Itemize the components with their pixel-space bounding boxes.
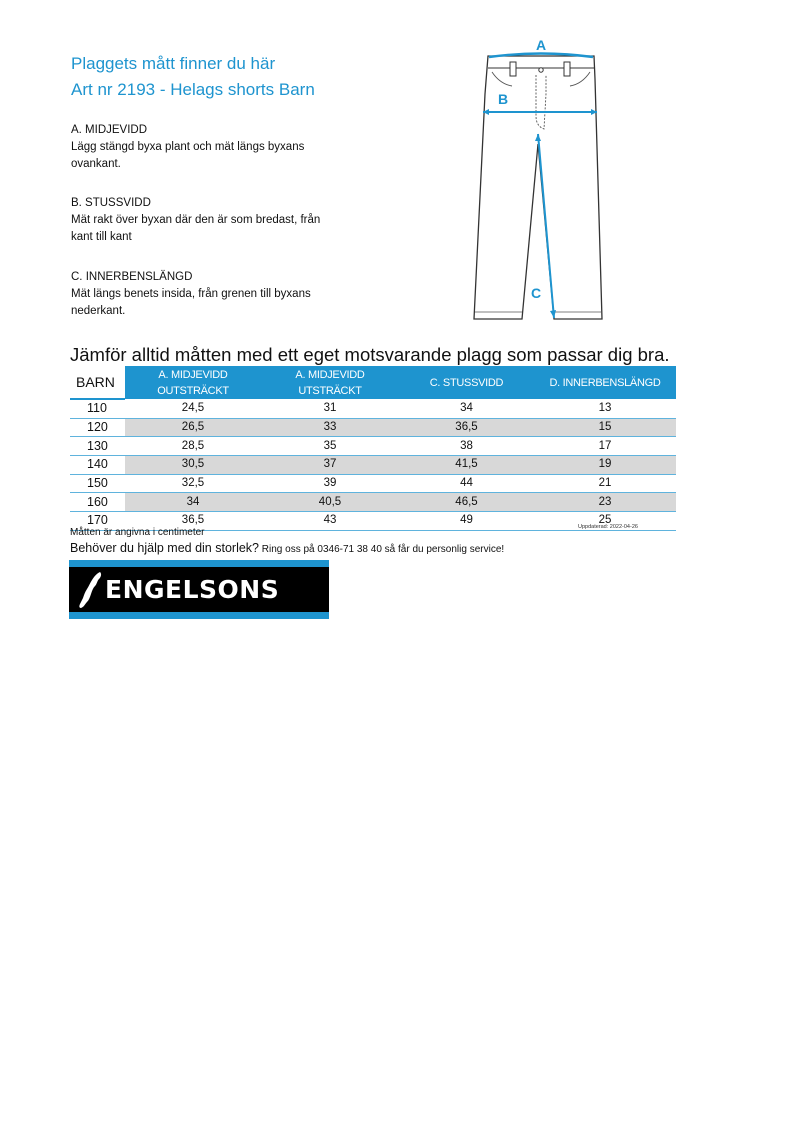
unit-note: Måtten är angivna i centimeter <box>70 527 205 538</box>
table-row <box>70 493 676 512</box>
section-waist <box>71 122 341 173</box>
table-cell: 28,5 <box>125 437 261 456</box>
table-row <box>70 474 676 493</box>
table-header-row <box>70 366 676 399</box>
table-cell: 40,5 <box>261 493 399 512</box>
section-heading: C. INNERBENSLÄNGD <box>71 271 193 283</box>
section-hip <box>71 195 341 246</box>
page-title: Plaggets mått finner du här <box>71 54 276 73</box>
column-header-size: BARN <box>70 366 125 399</box>
belt-loop <box>510 62 516 76</box>
table-row <box>70 456 676 475</box>
table-row <box>70 418 676 437</box>
column-header-waist-stretched: A. MIDJEVIDD UTSTRÄCKT <box>261 366 399 399</box>
table-cell: 43 <box>261 512 399 531</box>
table-cell: 34 <box>399 399 534 418</box>
column-header-hip: C. STUSSVIDD <box>399 366 534 399</box>
table-cell: 41,5 <box>399 456 534 475</box>
section-heading: B. STUSSVIDD <box>71 197 151 209</box>
size-cell: 130 <box>70 437 125 456</box>
updated-date: Uppdaterad: 2022-04-26 <box>578 524 638 530</box>
section-text: Lägg stängd byxa plant och mät längs byxans ovankant. <box>71 141 305 170</box>
compare-note: Jämför alltid måtten med ett eget motsvarande plagg som passar dig bra. <box>70 344 670 365</box>
table-cell: 36,5 <box>399 418 534 437</box>
table-cell: 34 <box>125 493 261 512</box>
column-header-waist-unstretched: A. MIDJEVIDD OUTSTRÄCKT <box>125 366 261 399</box>
table-cell: 19 <box>534 456 676 475</box>
table-cell: 39 <box>261 474 399 493</box>
measure-a-label: A <box>536 37 547 53</box>
size-cell: 160 <box>70 493 125 512</box>
section-heading: A. MIDJEVIDD <box>71 124 148 136</box>
help-question: Behöver du hjälp med din storlek? <box>70 541 260 555</box>
column-header-inseam: D. INNERBENSLÄNGD <box>534 366 676 399</box>
section-text: Mät längs benets insida, från grenen till byxans nederkant. <box>71 288 311 317</box>
table-cell: 37 <box>261 456 399 475</box>
table-cell: 44 <box>399 474 534 493</box>
table-cell: 33 <box>261 418 399 437</box>
table-cell: 30,5 <box>125 456 261 475</box>
section-inseam <box>71 269 341 320</box>
table-cell: 13 <box>534 399 676 418</box>
logo-band <box>69 567 329 612</box>
table-cell: 17 <box>534 437 676 456</box>
table-cell: 35 <box>261 437 399 456</box>
size-cell: 140 <box>70 456 125 475</box>
help-text: Ring oss på 0346-71 38 40 så får du personlig service! <box>259 544 505 555</box>
table-cell: 36,5 <box>125 512 261 531</box>
table-cell: 46,5 <box>399 493 534 512</box>
belt-loop <box>564 62 570 76</box>
measure-c-label: C <box>531 285 542 301</box>
sweden-map-icon <box>78 571 104 609</box>
size-cell: 120 <box>70 418 125 437</box>
measure-b-label: B <box>498 91 509 107</box>
table-cell: 31 <box>261 399 399 418</box>
table-cell: 24,5 <box>125 399 261 418</box>
table-cell: 21 <box>534 474 676 493</box>
table-row <box>70 399 676 418</box>
table-cell: 49 <box>399 512 534 531</box>
size-cell: 150 <box>70 474 125 493</box>
table-cell: 15 <box>534 418 676 437</box>
size-cell: 110 <box>70 399 125 418</box>
engelsons-logo <box>69 560 329 619</box>
section-text: Mät rakt över byxan där den är som bredast, från kant till kant <box>71 214 321 243</box>
table-cell: 38 <box>399 437 534 456</box>
article-title: Art nr 2193 - Helags shorts Barn <box>71 80 315 99</box>
help-line <box>70 541 504 555</box>
size-cell: 170 <box>70 512 125 531</box>
trousers-diagram <box>470 34 620 326</box>
button <box>539 68 543 72</box>
table-row <box>70 437 676 456</box>
table-cell: 25 <box>534 512 676 531</box>
logo-wordmark: ENGELSONS <box>105 575 280 604</box>
trousers-outline <box>474 56 602 319</box>
table-cell: 23 <box>534 493 676 512</box>
table-cell: 26,5 <box>125 418 261 437</box>
size-table <box>70 366 676 531</box>
table-cell: 32,5 <box>125 474 261 493</box>
